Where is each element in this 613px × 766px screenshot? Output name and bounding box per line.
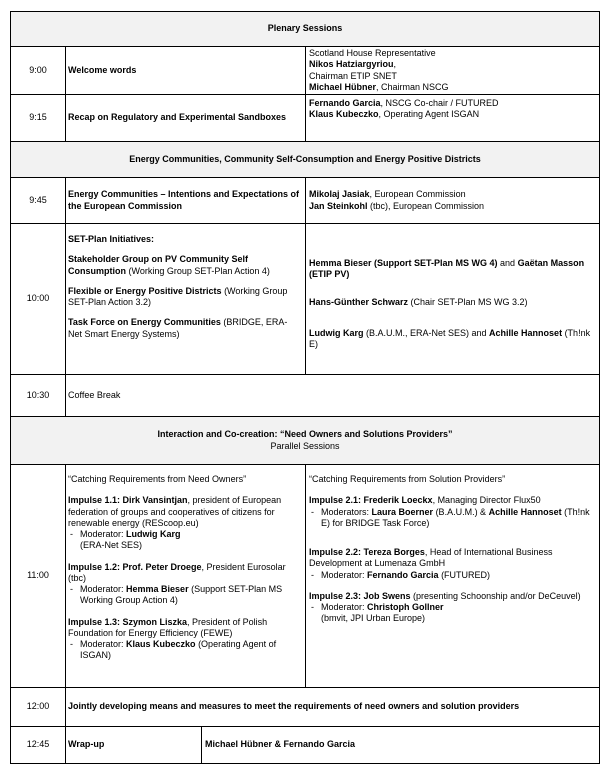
- speakers-cell: [306, 224, 599, 374]
- speaker-name: Fernando Garcia: [309, 98, 381, 108]
- speaker-name: Nikos Hatziargyriou: [309, 59, 394, 70]
- agenda-row-ec: [10, 178, 600, 224]
- impulse-label: Impulse 1.3: Szymon Liszka: [68, 616, 188, 627]
- impulse-label: Impulse 1.2: Prof. Peter Droege: [68, 561, 202, 572]
- section-title: Plenary Sessions: [267, 23, 343, 34]
- speaker-suffix: (B.A.U.M., ERA-Net SES) and: [363, 327, 490, 338]
- speaker-suffix: , European Commission: [369, 189, 466, 200]
- moderator-line: [309, 507, 595, 530]
- agenda-row-wrapup: [10, 727, 600, 764]
- speaker-suffix: , NSCG Co-chair / FUTURED: [380, 98, 499, 108]
- impulse-item: [309, 547, 595, 570]
- moderator-detail: (Operating Agent of ISGAN): [80, 639, 277, 661]
- speaker-name: Achille Hannoset: [489, 327, 563, 338]
- impulse-detail: , President Eurosolar (tbc): [68, 561, 286, 583]
- initiative-item: [68, 317, 301, 340]
- speaker-line: [309, 98, 595, 109]
- speaker-name: Mikolaj Jasiak: [309, 189, 370, 200]
- session-title-cell: [65, 727, 202, 763]
- moderator-name: Laura Boerner: [371, 506, 434, 517]
- speaker-name: Klaus Kubeczko: [309, 109, 379, 120]
- parallel-heading: “Catching Requirements from Solution Providers”: [309, 474, 506, 484]
- session-title: Energy Communities – Intentions and Expectations of the European Commission: [68, 189, 300, 211]
- speaker-name: Michael Hübner & Fernando Garcia: [205, 739, 356, 750]
- speaker-name: Jan Steinkohl: [309, 200, 368, 211]
- impulse-detail: (presenting Schoonship and/or DeCeuvel): [410, 590, 581, 601]
- speaker-line: [309, 189, 595, 200]
- impulse-label: Impulse 1.1: Dirk Vansintjan: [68, 495, 188, 506]
- time-cell: 9:45: [11, 178, 66, 223]
- moderator-line: [68, 584, 301, 607]
- moderator-name: Klaus Kubeczko: [126, 639, 196, 649]
- speaker-line: [309, 82, 595, 93]
- agenda-row-coffee: [10, 375, 600, 417]
- speaker-line: Scotland House Representative: [309, 48, 436, 58]
- speakers-cell: [306, 47, 599, 94]
- session-title-cell: [65, 95, 306, 141]
- session-title-cell: [65, 688, 599, 726]
- impulse-detail: , Managing Director Flux50: [432, 495, 541, 506]
- section-title: Interaction and Co-creation: “Need Owners and Solutions Providers”: [157, 429, 453, 440]
- agenda-row-parallel: [10, 465, 600, 688]
- impulse-item: [68, 495, 301, 529]
- session-title-cell: [65, 47, 306, 94]
- speaker-suffix: (tbc), European Commission: [367, 200, 485, 211]
- moderator-line: [309, 570, 595, 581]
- impulse-detail: , President of Polish Foundation for Energy Efficiency (FEWE): [68, 616, 268, 638]
- impulse-item: [309, 495, 595, 506]
- moderator-name: Christoph Gollner: [367, 602, 444, 612]
- speakers-cell: [306, 178, 599, 223]
- session-title: Jointly developing means and measures to meet the requirements of need owners and solution providers: [68, 701, 520, 712]
- moderator-detail: (Support SET-Plan MS Working Group Action 4): [80, 584, 283, 606]
- time-cell: 10:00: [11, 224, 66, 374]
- moderator-label: Moderator:: [321, 602, 368, 612]
- speaker-line: [309, 328, 595, 351]
- section-header-plenary: [10, 11, 600, 47]
- moderator-name: Hemma Bieser: [126, 584, 189, 594]
- speaker-suffix: , Operating Agent ISGAN: [378, 109, 480, 120]
- impulse-item: [68, 562, 301, 585]
- moderator-name: Fernando Garcia: [367, 569, 439, 580]
- speaker-suffix: , Chairman NSCG: [376, 81, 449, 92]
- moderator-line: [68, 529, 301, 552]
- speaker-line: [309, 59, 595, 70]
- speaker-suffix: (Th!nk E): [309, 327, 591, 349]
- moderator-detail: (Th!nk E) for BRIDGE Task Force): [321, 506, 590, 528]
- session-title: Coffee Break: [68, 389, 121, 400]
- agenda-table: [10, 11, 602, 759]
- section-header-energy-communities: [10, 142, 600, 178]
- initiative-detail: (Working Group SET-Plan Action 4): [126, 265, 270, 276]
- speaker-name: Ludwig Karg: [309, 327, 364, 338]
- moderator-name: Ludwig Karg: [126, 529, 181, 539]
- time-cell: 12:00: [11, 688, 66, 726]
- agenda-row-welcome: [10, 47, 600, 95]
- speaker-name: Michael Hübner: [309, 81, 377, 92]
- initiative-item: [68, 254, 301, 277]
- impulse-label: Impulse 2.2: Tereza Borges: [309, 547, 425, 557]
- moderator-label: Moderator:: [80, 529, 127, 539]
- initiative-item: [68, 286, 301, 309]
- speaker-suffix: (Chair SET-Plan MS WG 3.2): [408, 296, 528, 307]
- moderator-detail: (FUTURED): [438, 569, 491, 580]
- impulse-item: [68, 617, 301, 640]
- time-cell: 9:00: [11, 47, 66, 94]
- moderator-detail: (ERA-Net SES): [80, 540, 143, 551]
- time-cell: 11:00: [11, 465, 66, 687]
- impulse-item: [309, 591, 595, 602]
- moderator-label: Moderator:: [321, 569, 368, 580]
- initiative-detail: (Working Group SET-Plan Action 3.2): [68, 285, 288, 307]
- speaker-name: Hemma Bieser (Support SET-Plan MS WG 4): [309, 258, 498, 268]
- time-cell: 12:45: [11, 727, 66, 763]
- section-subtitle: Parallel Sessions: [270, 440, 340, 451]
- agenda-row-recap: [10, 95, 600, 142]
- initiative-name: Stakeholder Group on PV Community Self Consumption: [68, 254, 249, 276]
- speaker-line: [309, 109, 595, 120]
- speaker-name: Gaëtan Masson (ETIP PV): [309, 258, 585, 280]
- parallel-session-right: [306, 465, 599, 687]
- speaker-suffix: and: [497, 258, 518, 268]
- moderator-detail: (bmvit, JPI Urban Europe): [321, 613, 426, 624]
- impulse-label: Impulse 2.1: Frederik Loeckx: [309, 495, 433, 506]
- initiative-name: Task Force on Energy Communities: [68, 317, 221, 328]
- agenda-row-setplan: [10, 224, 600, 375]
- moderator-label: Moderator:: [80, 639, 127, 649]
- speaker-line: [309, 297, 595, 308]
- parallel-session-left: [65, 465, 306, 687]
- moderator-label: Moderators:: [321, 506, 372, 517]
- moderator-name: Achille Hannoset: [488, 506, 562, 517]
- time-cell: 10:30: [11, 375, 66, 416]
- agenda-row-jointly: [10, 688, 600, 727]
- impulse-detail: , president of European federation of groups and cooperatives of citizens for renewable energy (REScoop.eu): [68, 495, 282, 528]
- session-title: Welcome words: [68, 64, 137, 75]
- speaker-name: Hans-Günther Schwarz: [309, 296, 409, 307]
- session-title: Recap on Regulatory and Experimental Sandboxes: [68, 112, 287, 123]
- session-title-cell: [65, 224, 306, 374]
- speakers-cell: [306, 95, 599, 141]
- speaker-line: [309, 258, 595, 281]
- session-title: Wrap-up: [68, 739, 105, 750]
- impulse-detail: , Head of International Business Development at Lumenaza GmbH: [309, 547, 553, 569]
- moderator-line: [309, 602, 595, 625]
- speaker-line: [309, 201, 595, 212]
- time-cell: 9:15: [11, 95, 66, 141]
- section-title: Energy Communities, Community Self-Consumption and Energy Positive Districts: [129, 153, 481, 164]
- speakers-cell: [202, 727, 599, 763]
- speaker-suffix: ,: [393, 59, 397, 70]
- session-title-cell: [65, 178, 306, 223]
- parallel-heading: “Catching Requirements from Need Owners”: [68, 474, 247, 484]
- moderator-line: [68, 639, 301, 662]
- session-heading: SET-Plan Initiatives:: [68, 234, 155, 244]
- speaker-line: Chairman ETIP SNET: [309, 70, 397, 81]
- section-header-interaction: [10, 417, 600, 465]
- moderator-detail: (B.A.U.M.) &: [433, 506, 489, 517]
- initiative-detail: (BRIDGE, ERA-Net Smart Energy Systems): [68, 317, 288, 339]
- impulse-label: Impulse 2.3: Job Swens: [309, 590, 411, 601]
- moderator-label: Moderator:: [80, 584, 127, 594]
- initiative-name: Flexible or Energy Positive Districts: [68, 285, 222, 296]
- session-title-cell: [65, 375, 599, 416]
